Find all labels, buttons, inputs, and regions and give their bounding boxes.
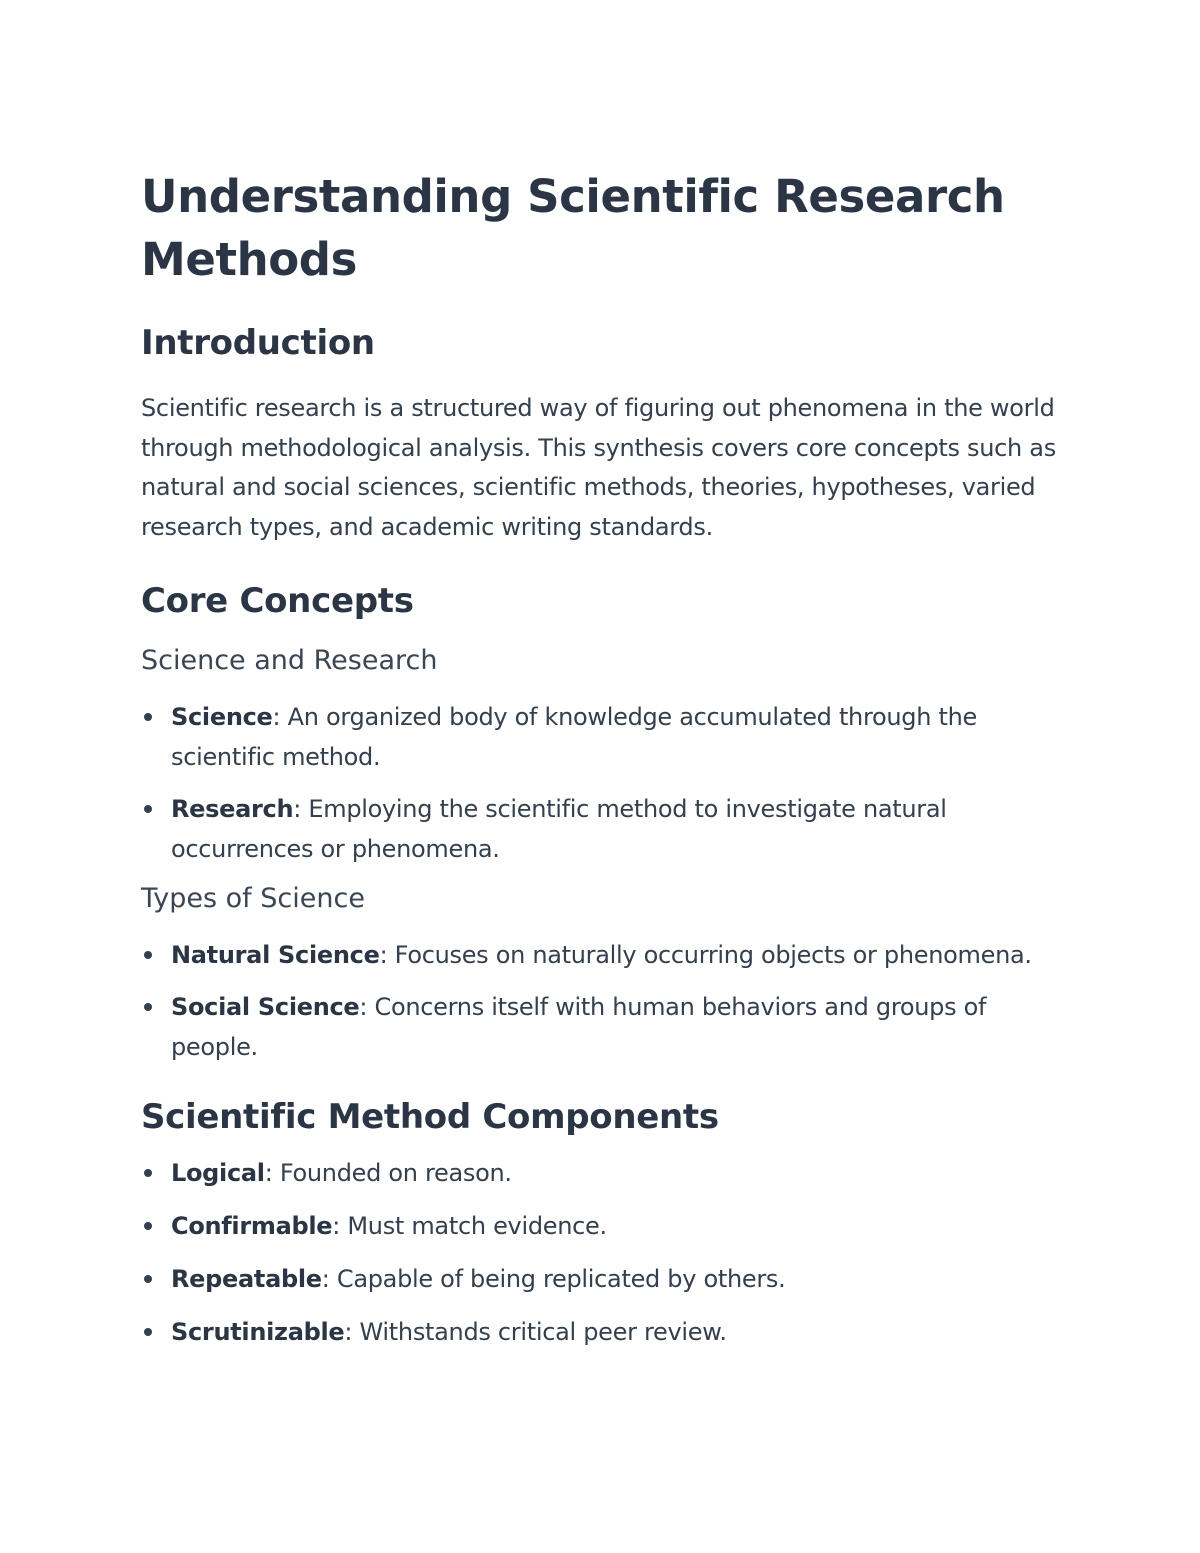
list-item (141, 1206, 1071, 1246)
bullet-icon (144, 805, 152, 813)
list-item (141, 1259, 1071, 1299)
list-item-term: Repeatable (171, 1265, 322, 1293)
core-concepts-heading: Core Concepts (141, 581, 414, 621)
list-item-text: : Capable of being replicated by others. (321, 1265, 786, 1293)
list-item-term: Logical (171, 1159, 265, 1187)
list-item (141, 987, 1071, 1067)
list-item (141, 789, 1071, 869)
list-item-term: Research (171, 795, 294, 823)
method-components-list (141, 1153, 1071, 1352)
introduction-paragraph: Scientific research is a structured way of figuring out phenomena in the world through methodological analysis. This synthesis covers core concepts such as natural and social sciences, scientific methods, theories, hypotheses, varied research types, and academic writing standards. (141, 394, 1056, 541)
list-item-text: : Withstands critical peer review. (344, 1318, 727, 1346)
list-item-text: : Focuses on naturally occurring objects or phenomena. (379, 941, 1032, 969)
list-item (141, 935, 1071, 975)
list-item-term: Natural Science (171, 941, 380, 969)
bullet-icon (144, 1222, 152, 1230)
bullet-icon (144, 713, 152, 721)
method-components-heading: Scientific Method Components (141, 1097, 719, 1137)
bullet-icon (144, 951, 152, 959)
science-and-research-list (141, 697, 1071, 869)
document-title: Understanding Scientific Research Methods (141, 170, 1005, 286)
types-of-science-heading: Types of Science (141, 883, 365, 914)
list-item-text: : Concerns itself with human behaviors and groups of people. (171, 993, 987, 1061)
types-of-science-list (141, 935, 1071, 1067)
list-item-text: : Founded on reason. (264, 1159, 512, 1187)
list-item-term: Confirmable (171, 1212, 333, 1240)
bullet-icon (144, 1275, 152, 1283)
introduction-heading: Introduction (141, 323, 375, 363)
list-item (141, 1153, 1071, 1193)
bullet-icon (144, 1169, 152, 1177)
list-item-text: : Employing the scientific method to investigate natural occurrences or phenomena. (171, 795, 947, 863)
bullet-icon (144, 1003, 152, 1011)
document-page (141, 165, 1071, 1365)
list-item-text: : An organized body of knowledge accumulated through the scientific method. (171, 703, 977, 771)
list-item-term: Scrutinizable (171, 1318, 345, 1346)
list-item (141, 1312, 1071, 1352)
list-item-term: Science (171, 703, 273, 731)
list-item (141, 697, 1071, 777)
list-item-term: Social Science (171, 993, 360, 1021)
bullet-icon (144, 1328, 152, 1336)
list-item-text: : Must match evidence. (332, 1212, 607, 1240)
science-and-research-heading: Science and Research (141, 645, 438, 676)
